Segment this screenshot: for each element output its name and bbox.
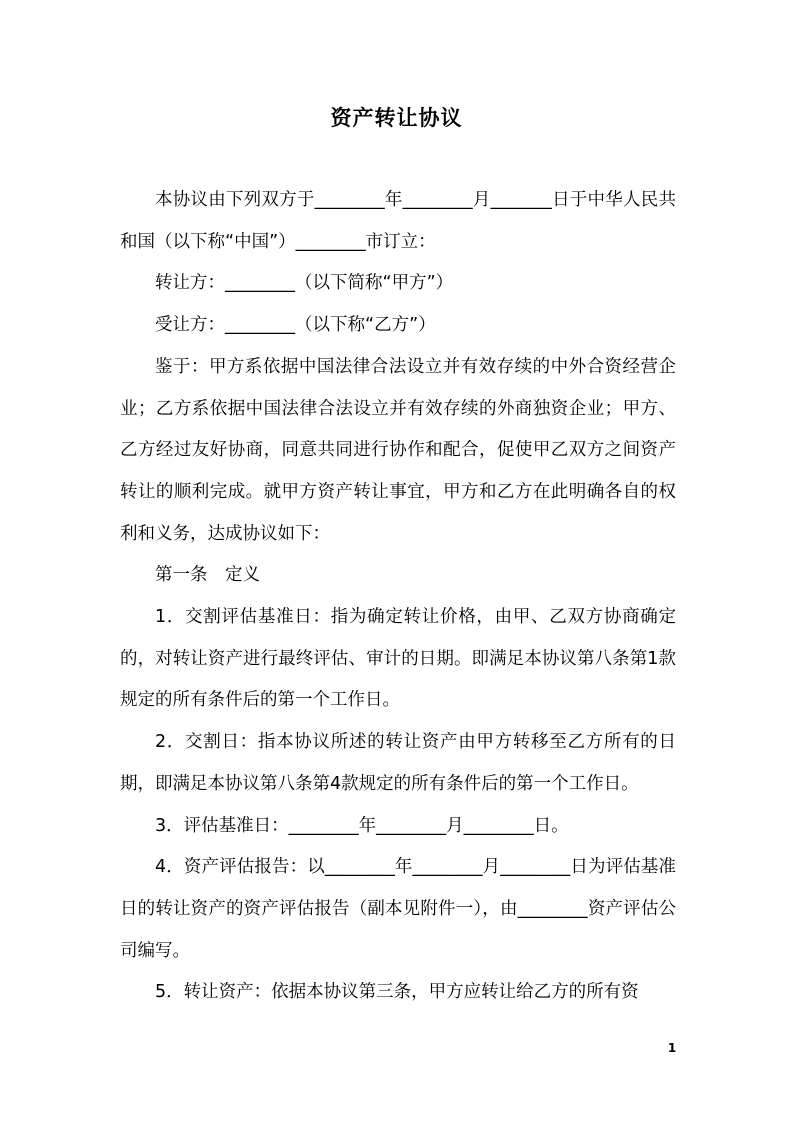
definition-item-1: 1．交割评估基准日：指为确定转让价格，由甲、乙双方协商确定的，对转让资产进行最终评估、审计的日期。即满足本协议第八条第1款规定的所有条件后的第一个工作日。 — [120, 607, 676, 711]
paragraph-transferee: 受让方：________（以下称“乙方”） — [155, 315, 436, 336]
page-number: 1 — [667, 1041, 677, 1055]
definition-item-5: 5．转让资产：依据本协议第三条，甲方应转让给乙方的所有资 — [155, 982, 639, 1003]
paragraph-whereas: 鉴于：甲方系依据中国法律合法设立并有效存续的中外合资经营企业；乙方系依据中国法律合法设立并有效存续的外商独资企业；甲方、乙方经过友好协商，同意共同进行协作和配合，促使甲乙双方之间资产转让的顺利完成。就甲方资产转让事宜，甲方和乙方在此明确各自的权利和义务，达成协议如下： — [120, 356, 676, 544]
article-heading-definitions: 第一条 定义 — [155, 565, 260, 586]
paragraph-transferor: 转让方：________（以下简称“甲方”） — [155, 273, 454, 294]
definition-item-2: 2．交割日：指本协议所述的转让资产由甲方转移至乙方所有的日期，即满足本协议第八条第4款规定的所有条件后的第一个工作日。 — [120, 732, 676, 794]
document-title: 资产转让协议 — [330, 106, 463, 130]
paragraph-parties-intro: 本协议由下列双方于________年________月_______日于中华人民共和国（以下称“中国”）________市订立： — [120, 190, 676, 252]
definition-item-4: 4．资产评估报告：以________年________月________日为评估基准日的转让资产的资产评估报告（副本见附件一），由________资产评估公司编写。 — [120, 857, 676, 961]
definition-item-3: 3．评估基准日：________年________月________日。 — [155, 815, 569, 836]
document-body — [120, 180, 676, 1014]
